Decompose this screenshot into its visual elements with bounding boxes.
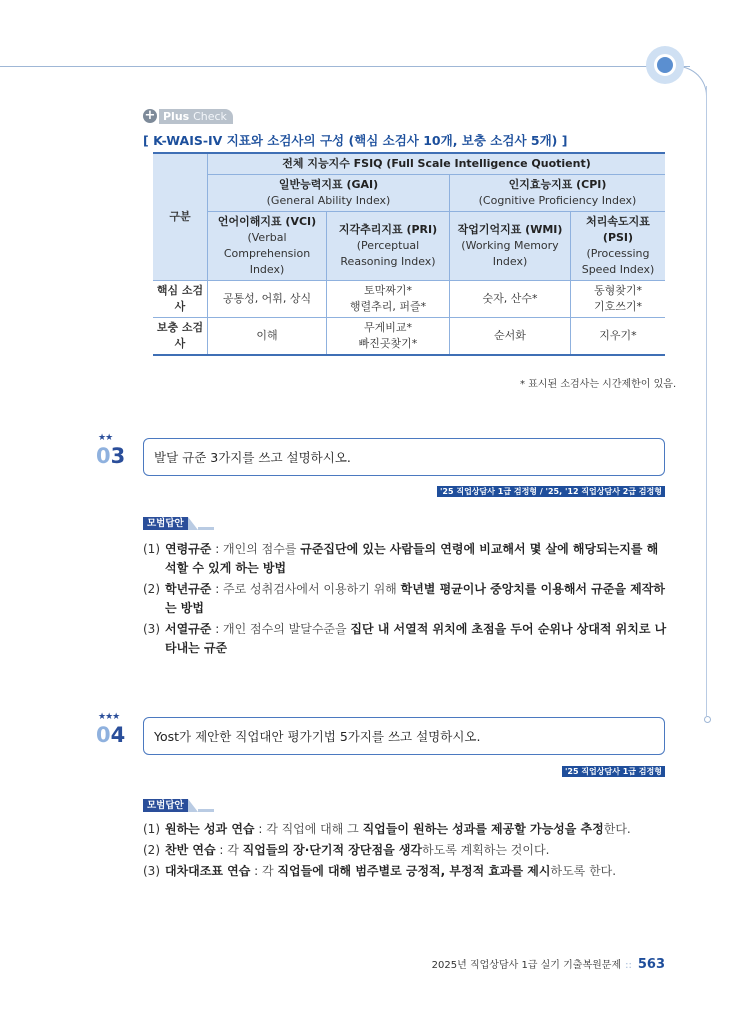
top-rule <box>0 66 690 67</box>
supp-pri: 무게비교* 빠진곳찾기* <box>327 318 450 356</box>
row-header: 구분 <box>153 153 208 281</box>
q3-question: 발달 규준 3가지를 쓰고 설명하시오. <box>143 438 665 476</box>
q4-stars: ★★★ <box>98 712 120 722</box>
wmi-header: 작업기억지표 (WMI) (Working Memory Index) <box>450 212 571 281</box>
page-number: 563 <box>637 957 665 972</box>
vci-header: 언어이해지표 (VCI) (Verbal Comprehension Index) <box>208 212 327 281</box>
q3-answer-1: (1) 연령규준 : 개인의 점수를 규준집단에 있는 사람들의 연령에 비교해서 몇 살에 해당되는지를 해석할 수 있게 하는 방법 <box>143 542 659 575</box>
corner-circle-icon <box>646 46 684 84</box>
rule-end-dot <box>704 716 711 723</box>
q3-number: 03 <box>96 444 126 468</box>
q4-answers <box>143 820 669 883</box>
q3-answer-2: (2) 학년규준 : 주로 성취검사에서 이용하기 위해 학년별 평균이나 중앙치를 이용해서 규준을 제작하는 방법 <box>143 582 665 615</box>
q4-answer-1: (1) 원하는 성과 연습 : 각 직업에 대해 그 직업들이 원하는 성과를 제공할 가능성을 추정한다. <box>143 822 631 836</box>
plus-check-tag <box>143 108 233 124</box>
core-pri: 토막짜기* 행렬추리, 퍼즐* <box>327 281 450 318</box>
core-psi: 동형찾기* 기호쓰기* <box>571 281 666 318</box>
core-vci: 공통성, 어휘, 상식 <box>208 281 327 318</box>
q3-answer-tag: 모범답안 <box>143 517 214 530</box>
q3-stars: ★★ <box>98 433 113 443</box>
q4-answer-tag: 모범답안 <box>143 799 214 812</box>
supp-psi: 지우기* <box>571 318 666 356</box>
supp-vci: 이해 <box>208 318 327 356</box>
pri-header: 지각추리지표 (PRI) (Perceptual Reasoning Index) <box>327 212 450 281</box>
cpi-header: 인지효능지표 (CPI) (Cognitive Proficiency Index) <box>450 175 666 212</box>
page-footer: 2025년 직업상담사 1급 실기 기출복원문제 :: 563 <box>431 957 665 972</box>
kwais-table <box>153 152 665 356</box>
psi-header: 처리속도지표 (PSI) (Processing Speed Index) <box>571 212 666 281</box>
supp-label: 보충 소검사 <box>153 318 208 356</box>
q3-source: '25 직업상담사 1급 검정형 / '25, '12 직업상담사 2급 검정형 <box>437 486 665 497</box>
q4-source: '25 직업상담사 1급 검정형 <box>562 766 665 777</box>
fsiq-header: 전체 지능지수 FSIQ (Full Scale Intelligence Quotient) <box>208 153 666 175</box>
q4-answer-3: (3) 대차대조표 연습 : 각 직업들에 대해 범주별로 긍정적, 부정적 효과를 제시하도록 한다. <box>143 864 617 878</box>
supp-wmi: 순서화 <box>450 318 571 356</box>
q3-answers <box>143 540 669 660</box>
table-title: [ K-WAIS-IV 지표와 소검사의 구성 (핵심 소검사 10개, 보충 소검사 5개) ] <box>143 133 568 148</box>
plus-check-label: Plus Check <box>159 109 233 124</box>
table-footnote: * 표시된 소검사는 시간제한이 있음. <box>520 379 677 390</box>
right-rule <box>706 86 707 716</box>
q4-question: Yost가 제안한 직업대안 평가기법 5가지를 쓰고 설명하시오. <box>143 717 665 755</box>
q3-answer-3: (3) 서열규준 : 개인 점수의 발달수준을 집단 내 서열적 위치에 초점을 두어 순위나 상대적 위치로 나타내는 규준 <box>143 622 667 655</box>
gai-header: 일반능력지표 (GAI) (General Ability Index) <box>208 175 450 212</box>
core-wmi: 숫자, 산수* <box>450 281 571 318</box>
plus-icon: + <box>144 108 156 123</box>
q4-number: 04 <box>96 723 126 747</box>
q4-answer-2: (2) 찬반 연습 : 각 직업들의 장·단기적 장단점을 생각하도록 계획하는 것이다. <box>143 843 550 857</box>
core-label: 핵심 소검사 <box>153 281 208 318</box>
